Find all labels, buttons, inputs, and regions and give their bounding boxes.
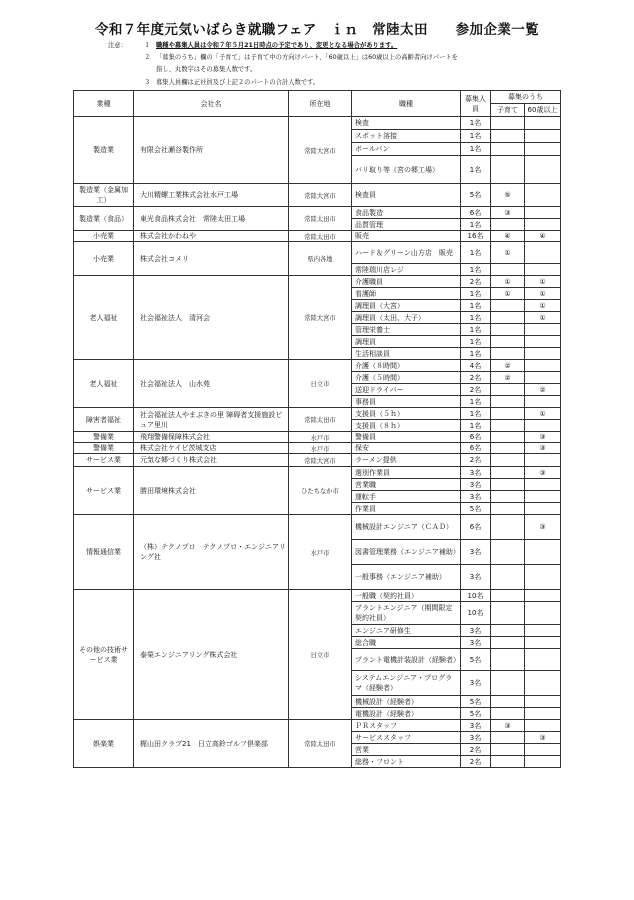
industry-cell: 製造業 (74, 117, 134, 184)
job-cell: 生活相談員 (352, 348, 461, 360)
table-row (74, 242, 561, 264)
senior-cell (525, 360, 561, 372)
count-cell: 2名 (461, 384, 491, 396)
childcare-cell (491, 312, 525, 324)
senior-cell: ① (525, 300, 561, 312)
childcare-cell (491, 336, 525, 348)
senior-cell (525, 207, 561, 219)
industry-cell: 小売業 (74, 242, 134, 276)
count-cell: 3名 (461, 625, 491, 637)
job-cell: 常陸瑞川店レジ (352, 264, 461, 276)
senior-cell (525, 671, 561, 696)
job-cell: 調理員 (352, 336, 461, 348)
company-cell: 大川精螺工業株式会社水戸工場 (134, 184, 289, 207)
table-row (74, 454, 561, 467)
senior-cell (525, 264, 561, 276)
company-cell: 東光食品株式会社 常陸太田工場 (134, 207, 289, 231)
note-number: １ (144, 42, 151, 49)
count-cell: 3名 (461, 565, 491, 590)
note-1 (108, 40, 628, 52)
job-cell: 支援員（５ｈ） (352, 408, 461, 420)
notes-section (108, 40, 628, 89)
job-cell: 電機設計（経験者） (352, 708, 461, 720)
company-table (73, 90, 561, 768)
header-industry: 業種 (74, 91, 134, 117)
industry-cell: 警備業 (74, 432, 134, 443)
count-cell: 3名 (461, 540, 491, 565)
location-cell: 水戸市 (289, 443, 352, 454)
childcare-cell (491, 396, 525, 408)
childcare-cell (491, 156, 525, 184)
table-row (74, 231, 561, 242)
note-text: 指し、丸数字はその募集人数です。 (156, 66, 257, 74)
company-cell: 株式会社かわねや (134, 231, 289, 242)
childcare-cell: ① (491, 242, 525, 264)
note-3 (108, 77, 628, 89)
count-cell: 2名 (461, 276, 491, 288)
childcare-cell (491, 503, 525, 515)
senior-cell (525, 324, 561, 336)
job-cell: 事務員 (352, 396, 461, 408)
count-cell: 1名 (461, 156, 491, 184)
job-cell: 機械設計エンジニア（ＣＡＤ） (352, 515, 461, 540)
childcare-cell (491, 515, 525, 540)
table-row (74, 443, 561, 454)
count-cell: 1名 (461, 396, 491, 408)
company-cell: 社会福祉法人 山水苑 (134, 360, 289, 408)
count-cell: 1名 (461, 143, 491, 156)
senior-cell (525, 242, 561, 264)
job-cell: 一般職（契約社員） (352, 590, 461, 602)
table-body (74, 117, 561, 768)
count-cell: 1名 (461, 348, 491, 360)
table-row (74, 408, 561, 420)
header-childcare: 子育て (491, 104, 525, 117)
childcare-cell (491, 491, 525, 503)
senior-cell (525, 348, 561, 360)
senior-cell: ③ (525, 443, 561, 454)
senior-cell (525, 696, 561, 708)
job-cell: 介護（５時間） (352, 372, 461, 384)
senior-cell (525, 479, 561, 491)
senior-cell (525, 744, 561, 756)
note-2 (108, 52, 628, 64)
childcare-cell (491, 443, 525, 454)
senior-cell: ③ (525, 515, 561, 540)
note-text: 職種や募集人員は令和７年５月21日時点の予定であり、変更となる場合があります。 (156, 42, 398, 49)
job-cell: 一般事務（エンジニア補助） (352, 565, 461, 590)
company-cell: （株）テクノプロ テクノプロ・エンジニアリング社 (134, 515, 289, 590)
job-cell: 営業職 (352, 479, 461, 491)
count-cell: 5名 (461, 708, 491, 720)
childcare-cell: ③ (491, 207, 525, 219)
count-cell: 3名 (461, 467, 491, 479)
senior-cell: ③ (525, 732, 561, 744)
childcare-cell (491, 671, 525, 696)
job-cell: プラント電機計装設計（経験者） (352, 649, 461, 671)
company-cell: 飛翔警備保障株式会社 (134, 432, 289, 443)
childcare-cell: ① (491, 276, 525, 288)
childcare-cell: ⑤ (491, 184, 525, 207)
childcare-cell: ④ (491, 231, 525, 242)
count-cell: 1名 (461, 300, 491, 312)
count-cell: 5名 (461, 503, 491, 515)
job-cell: 総合職 (352, 637, 461, 649)
job-cell: ボールバン (352, 143, 461, 156)
senior-cell (525, 219, 561, 231)
childcare-cell (491, 540, 525, 565)
job-cell: ラーメン提供 (352, 454, 461, 467)
job-cell: 品質管理 (352, 219, 461, 231)
childcare-cell (491, 454, 525, 467)
senior-cell (525, 117, 561, 130)
note-number: ３ (144, 78, 151, 86)
senior-cell (525, 156, 561, 184)
count-cell: 1名 (461, 408, 491, 420)
senior-cell (525, 503, 561, 515)
senior-cell (525, 625, 561, 637)
industry-cell: サービス業 (74, 467, 134, 515)
senior-cell (525, 372, 561, 384)
childcare-cell (491, 565, 525, 590)
company-cell: 有限会社瀬谷製作所 (134, 117, 289, 184)
table-row (74, 117, 561, 130)
job-cell: サービススタッフ (352, 732, 461, 744)
count-cell: 3名 (461, 637, 491, 649)
senior-cell: ① (525, 276, 561, 288)
senior-cell: ① (525, 288, 561, 300)
note-text: 募集人員欄は正社員及び上記２のパートの合計人数です。 (156, 78, 320, 86)
job-cell: 作業員 (352, 503, 461, 515)
childcare-cell (491, 590, 525, 602)
count-cell: 1名 (461, 288, 491, 300)
industry-cell: 情報通信業 (74, 515, 134, 590)
job-cell: 支援員（８ｈ） (352, 420, 461, 432)
job-cell: 運転手 (352, 491, 461, 503)
childcare-cell: ③ (491, 720, 525, 732)
childcare-cell (491, 744, 525, 756)
count-cell: 1名 (461, 336, 491, 348)
table-row (74, 207, 561, 219)
count-cell: 1名 (461, 130, 491, 143)
table-row (74, 515, 561, 540)
senior-cell: ③ (525, 467, 561, 479)
senior-cell (525, 565, 561, 590)
senior-cell: ① (525, 408, 561, 420)
senior-cell (525, 454, 561, 467)
childcare-cell: ② (491, 372, 525, 384)
industry-cell: 老人福祉 (74, 360, 134, 408)
job-cell: プラントエンジニア（期間限定契約社員） (352, 602, 461, 625)
job-cell: 調理員（太田、大子） (352, 312, 461, 324)
senior-cell (525, 649, 561, 671)
senior-cell (525, 130, 561, 143)
industry-cell: その他の技術サービス業 (74, 590, 134, 720)
header-job: 職種 (352, 91, 461, 117)
childcare-cell (491, 219, 525, 231)
job-cell: 看護師 (352, 288, 461, 300)
location-cell: ひたちなか市 (289, 467, 352, 515)
count-cell: 10名 (461, 602, 491, 625)
company-cell: 元気な郷づくり株式会社 (134, 454, 289, 467)
industry-cell: 小売業 (74, 231, 134, 242)
header-count: 募集人員 (461, 91, 491, 117)
childcare-cell (491, 625, 525, 637)
childcare-cell (491, 324, 525, 336)
childcare-cell: ② (491, 360, 525, 372)
company-cell: 株式会社ケイビ茨城支店 (134, 443, 289, 454)
senior-cell: ① (525, 312, 561, 324)
table-row (74, 184, 561, 207)
count-cell: 1名 (461, 264, 491, 276)
childcare-cell: ① (491, 288, 525, 300)
senior-cell (525, 708, 561, 720)
senior-cell (525, 143, 561, 156)
count-cell: 6名 (461, 207, 491, 219)
childcare-cell (491, 408, 525, 420)
job-cell: 機械設計（経験者） (352, 696, 461, 708)
childcare-cell (491, 420, 525, 432)
count-cell: 3名 (461, 720, 491, 732)
childcare-cell (491, 384, 525, 396)
childcare-cell (491, 264, 525, 276)
senior-cell (525, 540, 561, 565)
count-cell: 6名 (461, 515, 491, 540)
senior-cell (525, 720, 561, 732)
location-cell: 常陸太田市 (289, 720, 352, 768)
location-cell: 日立市 (289, 360, 352, 408)
count-cell: 2名 (461, 744, 491, 756)
job-cell: 警備員 (352, 432, 461, 443)
childcare-cell (491, 732, 525, 744)
childcare-cell (491, 602, 525, 625)
job-cell: 送迎ドライバー (352, 384, 461, 396)
count-cell: 5名 (461, 696, 491, 708)
count-cell: 5名 (461, 184, 491, 207)
table-row (74, 467, 561, 479)
count-cell: 3名 (461, 671, 491, 696)
location-cell: 日立市 (289, 590, 352, 720)
count-cell: 1名 (461, 420, 491, 432)
job-cell: 図書管理業務（エンジニア補助） (352, 540, 461, 565)
company-cell: 社会福祉法人やまぶきの里 障碍者支援施設ピュア里川 (134, 408, 289, 432)
senior-cell: ③ (525, 432, 561, 443)
industry-cell: 娯楽業 (74, 720, 134, 768)
industry-cell: 障害者福祉 (74, 408, 134, 432)
count-cell: 1名 (461, 242, 491, 264)
childcare-cell (491, 117, 525, 130)
childcare-cell (491, 479, 525, 491)
location-cell: 水戸市 (289, 515, 352, 590)
location-cell: 水戸市 (289, 432, 352, 443)
childcare-cell (491, 143, 525, 156)
count-cell: 5名 (461, 649, 491, 671)
count-cell: 6名 (461, 432, 491, 443)
childcare-cell (491, 348, 525, 360)
industry-cell: 製造業（金属加工） (74, 184, 134, 207)
childcare-cell (491, 432, 525, 443)
count-cell: 3名 (461, 479, 491, 491)
job-cell: 介護（８時間） (352, 360, 461, 372)
job-cell: バリ取り等（宮の郷工場） (352, 156, 461, 184)
childcare-cell (491, 708, 525, 720)
count-cell: 10名 (461, 590, 491, 602)
count-cell: 3名 (461, 491, 491, 503)
senior-cell (525, 637, 561, 649)
table-row (74, 720, 561, 732)
childcare-cell (491, 300, 525, 312)
industry-cell: 警備業 (74, 443, 134, 454)
location-cell: 常陸太田市 (289, 231, 352, 242)
industry-cell: サービス業 (74, 454, 134, 467)
table-row (74, 276, 561, 288)
job-cell: 営業 (352, 744, 461, 756)
header-location: 所在地 (289, 91, 352, 117)
count-cell: 1名 (461, 324, 491, 336)
senior-cell (525, 602, 561, 625)
senior-cell (525, 590, 561, 602)
count-cell: 2名 (461, 454, 491, 467)
job-cell: 検査 (352, 117, 461, 130)
job-cell: 管理栄養士 (352, 324, 461, 336)
job-cell: 選別作業員 (352, 467, 461, 479)
job-cell: 検査員 (352, 184, 461, 207)
senior-cell (525, 336, 561, 348)
company-cell: 勝田環境株式会社 (134, 467, 289, 515)
job-cell: 介護職員 (352, 276, 461, 288)
location-cell: 常陸大宮市 (289, 117, 352, 184)
header-breakdown: 募集のうち (491, 91, 561, 104)
childcare-cell (491, 649, 525, 671)
senior-cell (525, 396, 561, 408)
senior-cell (525, 184, 561, 207)
location-cell: 県内各地 (289, 242, 352, 276)
count-cell: 1名 (461, 117, 491, 130)
location-cell: 常陸大宮市 (289, 454, 352, 467)
count-cell: 2名 (461, 756, 491, 768)
count-cell: 1名 (461, 219, 491, 231)
header-company: 会社名 (134, 91, 289, 117)
location-cell: 常陸太田市 (289, 408, 352, 432)
senior-cell (525, 420, 561, 432)
count-cell: 16名 (461, 231, 491, 242)
childcare-cell (491, 637, 525, 649)
senior-cell: ④ (525, 231, 561, 242)
job-cell: ハード＆グリーン山方店 販売 (352, 242, 461, 264)
senior-cell: ② (525, 384, 561, 396)
location-cell: 常陸大宮市 (289, 184, 352, 207)
job-cell: エンジニア研修生 (352, 625, 461, 637)
company-cell: 泰榮エンジニアリング株式会社 (134, 590, 289, 720)
notes-heading: 注意： (108, 42, 127, 49)
location-cell: 常陸太田市 (289, 207, 352, 231)
company-cell: 梶山田クラブ21 日立高鈴ゴルフ倶楽部 (134, 720, 289, 768)
note-number: ２ (144, 54, 151, 62)
job-cell: 調理員（大宮） (352, 300, 461, 312)
job-cell: 販売 (352, 231, 461, 242)
job-cell: ＰＲスタッフ (352, 720, 461, 732)
count-cell: 6名 (461, 443, 491, 454)
job-cell: 保安 (352, 443, 461, 454)
job-cell: 食品製造 (352, 207, 461, 219)
company-cell: 社会福祉法人 清河会 (134, 276, 289, 360)
count-cell: 4名 (461, 360, 491, 372)
header-senior: 60歳以上 (525, 104, 561, 117)
count-cell: 1名 (461, 312, 491, 324)
childcare-cell (491, 130, 525, 143)
industry-cell: 製造業（食品） (74, 207, 134, 231)
senior-cell (525, 756, 561, 768)
childcare-cell (491, 756, 525, 768)
industry-cell: 老人福祉 (74, 276, 134, 360)
page-title: 令和７年度元気いばらき就職フェア ｉｎ 常陸太田 参加企業一覧 (94, 22, 540, 38)
company-cell: 株式会社コメリ (134, 242, 289, 276)
table-row (74, 360, 561, 372)
table-row (74, 432, 561, 443)
job-cell: 総務・フロント (352, 756, 461, 768)
childcare-cell (491, 696, 525, 708)
count-cell: 3名 (461, 732, 491, 744)
childcare-cell (491, 467, 525, 479)
table-row (74, 590, 561, 602)
senior-cell (525, 491, 561, 503)
location-cell: 常陸大宮市 (289, 276, 352, 360)
job-cell: システムエンジニア・プログラマ（経験者） (352, 671, 461, 696)
count-cell: 2名 (461, 372, 491, 384)
note-text: 「募集のうち」欄の「子育て」は子育て中の方向けパート、「60歳以上」は60歳以上の高齢者向けパートを (156, 54, 458, 62)
job-cell: スポット溶接 (352, 130, 461, 143)
